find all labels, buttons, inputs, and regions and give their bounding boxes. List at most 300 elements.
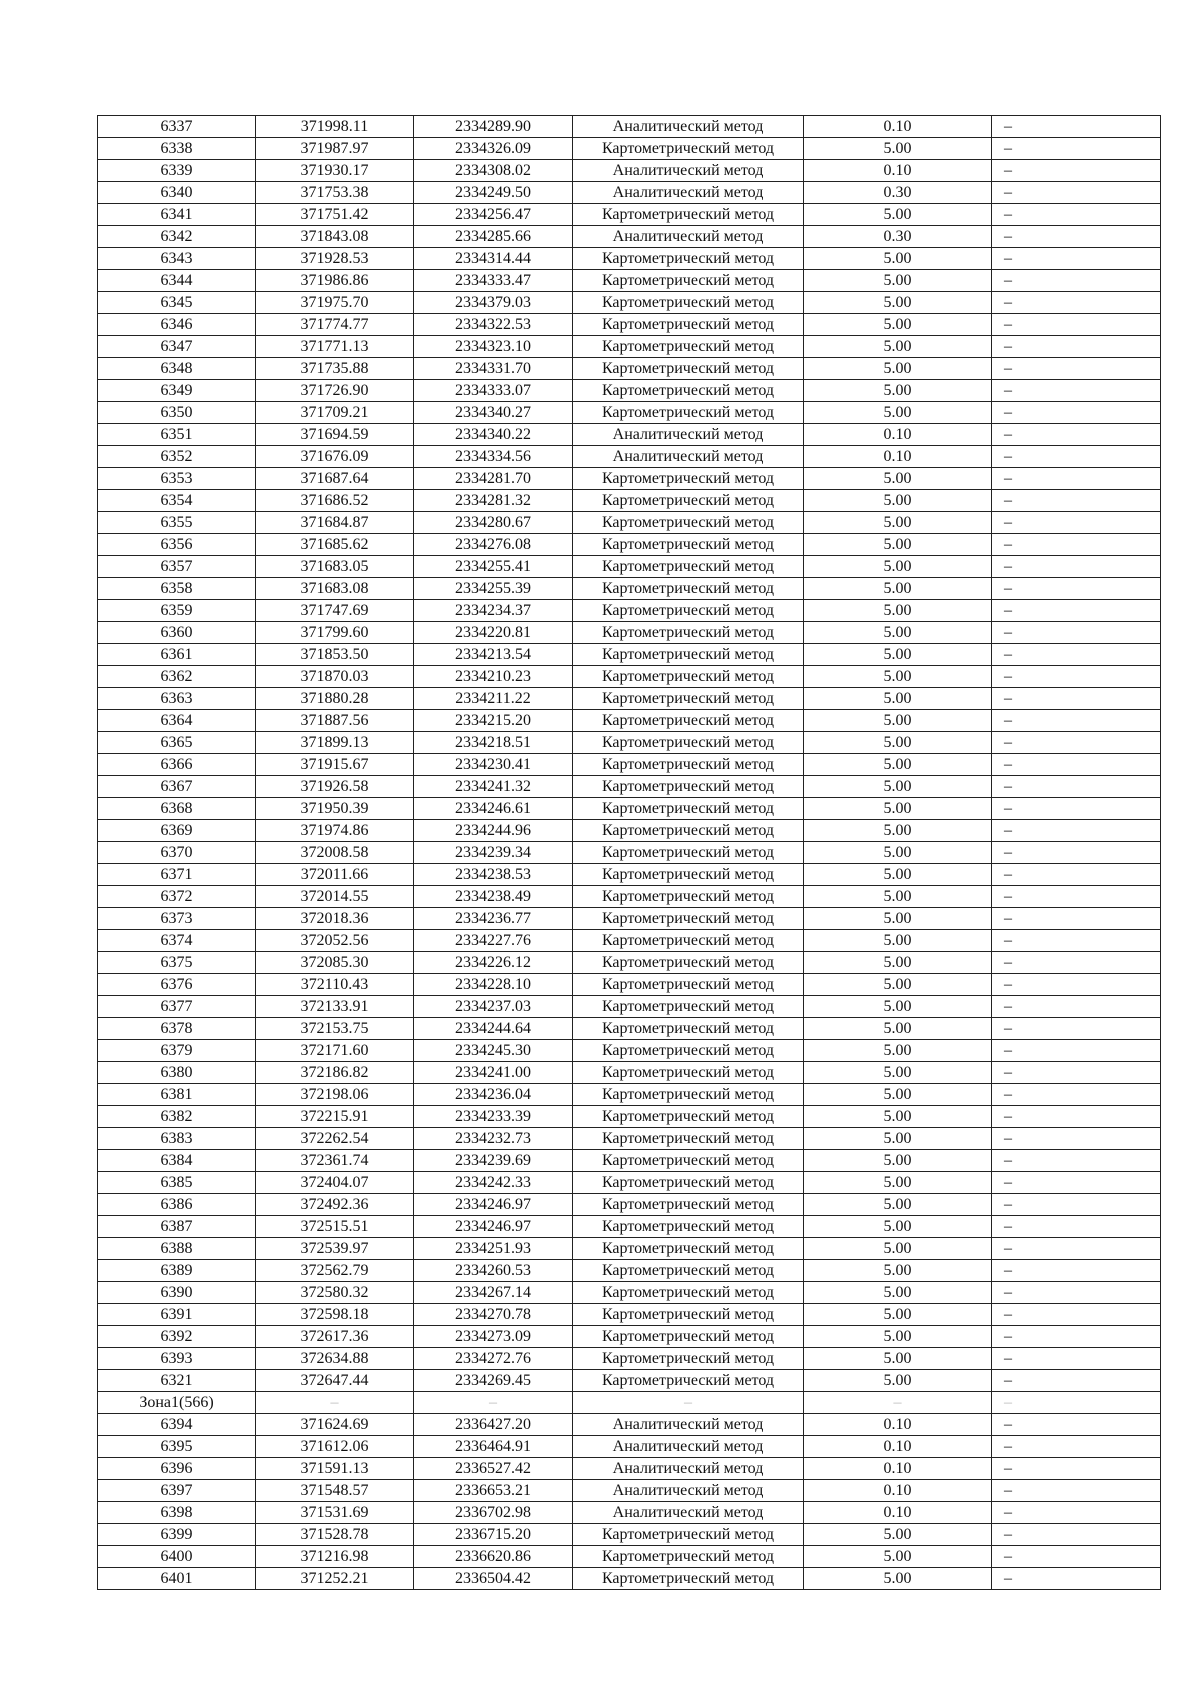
accuracy-cell: 0.10: [804, 1458, 992, 1480]
y-coordinate-cell: 2334285.66: [414, 226, 573, 248]
note-cell: –: [992, 1348, 1161, 1370]
x-coordinate-cell: 372215.91: [256, 1106, 414, 1128]
y-coordinate-cell: 2334249.50: [414, 182, 573, 204]
table-row: [98, 1304, 1161, 1326]
accuracy-cell: 5.00: [804, 578, 992, 600]
x-coordinate-cell: 371887.56: [256, 710, 414, 732]
point-number-cell: 6340: [98, 182, 256, 204]
method-cell: Картометрический метод: [573, 534, 804, 556]
note-cell: –: [992, 1260, 1161, 1282]
y-coordinate-cell: 2336427.20: [414, 1414, 573, 1436]
table-row: [98, 732, 1161, 754]
point-number-cell: 6379: [98, 1040, 256, 1062]
accuracy-cell: 5.00: [804, 754, 992, 776]
x-coordinate-cell: 371926.58: [256, 776, 414, 798]
accuracy-cell: 5.00: [804, 314, 992, 336]
x-coordinate-cell: 371528.78: [256, 1524, 414, 1546]
note-cell: –: [992, 1062, 1161, 1084]
table-row: [98, 952, 1161, 974]
y-coordinate-cell: 2334236.04: [414, 1084, 573, 1106]
table-row: [98, 688, 1161, 710]
point-number-cell: 6348: [98, 358, 256, 380]
x-coordinate-cell: 371694.59: [256, 424, 414, 446]
table-row: [98, 1348, 1161, 1370]
method-cell: Аналитический метод: [573, 1502, 804, 1524]
note-cell: –: [992, 732, 1161, 754]
y-coordinate-cell: 2334241.00: [414, 1062, 573, 1084]
x-coordinate-cell: 372361.74: [256, 1150, 414, 1172]
table-row: [98, 996, 1161, 1018]
note-cell: –: [992, 776, 1161, 798]
note-cell: –: [992, 468, 1161, 490]
accuracy-cell: 5.00: [804, 1106, 992, 1128]
point-number-cell: 6368: [98, 798, 256, 820]
point-number-cell: 6354: [98, 490, 256, 512]
table-row: [98, 1172, 1161, 1194]
accuracy-cell: 5.00: [804, 952, 992, 974]
point-number-cell: 6398: [98, 1502, 256, 1524]
y-coordinate-cell: 2334242.33: [414, 1172, 573, 1194]
method-cell: Картометрический метод: [573, 798, 804, 820]
note-cell: –: [992, 886, 1161, 908]
y-coordinate-cell: 2334234.37: [414, 600, 573, 622]
x-coordinate-cell: 371974.86: [256, 820, 414, 842]
x-coordinate-cell: 372515.51: [256, 1216, 414, 1238]
table-row: [98, 1502, 1161, 1524]
point-number-cell: 6370: [98, 842, 256, 864]
accuracy-cell: 5.00: [804, 402, 992, 424]
x-coordinate-cell: 371928.53: [256, 248, 414, 270]
x-coordinate-cell: 372085.30: [256, 952, 414, 974]
note-cell: –: [992, 820, 1161, 842]
point-number-cell: 6377: [98, 996, 256, 1018]
accuracy-cell: –: [804, 1392, 992, 1414]
table-row: [98, 116, 1161, 138]
point-number-cell: 6350: [98, 402, 256, 424]
y-coordinate-cell: 2334308.02: [414, 160, 573, 182]
point-number-cell: Зона1(566): [98, 1392, 256, 1414]
y-coordinate-cell: 2336653.21: [414, 1480, 573, 1502]
x-coordinate-cell: 372617.36: [256, 1326, 414, 1348]
point-number-cell: 6397: [98, 1480, 256, 1502]
method-cell: Картометрический метод: [573, 556, 804, 578]
y-coordinate-cell: 2336702.98: [414, 1502, 573, 1524]
method-cell: Аналитический метод: [573, 116, 804, 138]
accuracy-cell: 5.00: [804, 600, 992, 622]
accuracy-cell: 0.30: [804, 182, 992, 204]
x-coordinate-cell: 372634.88: [256, 1348, 414, 1370]
x-coordinate-cell: 371998.11: [256, 116, 414, 138]
accuracy-cell: 5.00: [804, 292, 992, 314]
method-cell: Картометрический метод: [573, 1524, 804, 1546]
table-row: [98, 798, 1161, 820]
x-coordinate-cell: 371870.03: [256, 666, 414, 688]
note-cell: –: [992, 248, 1161, 270]
method-cell: Картометрический метод: [573, 358, 804, 380]
table-row: [98, 1238, 1161, 1260]
note-cell: –: [992, 798, 1161, 820]
y-coordinate-cell: 2334239.34: [414, 842, 573, 864]
y-coordinate-cell: 2334322.53: [414, 314, 573, 336]
table-row: [98, 314, 1161, 336]
point-number-cell: 6338: [98, 138, 256, 160]
point-number-cell: 6343: [98, 248, 256, 270]
table-row: [98, 1524, 1161, 1546]
method-cell: Картометрический метод: [573, 1304, 804, 1326]
y-coordinate-cell: 2334233.39: [414, 1106, 573, 1128]
y-coordinate-cell: 2334269.45: [414, 1370, 573, 1392]
method-cell: Картометрический метод: [573, 402, 804, 424]
note-cell: –: [992, 600, 1161, 622]
x-coordinate-cell: 372539.97: [256, 1238, 414, 1260]
note-cell: –: [992, 710, 1161, 732]
y-coordinate-cell: 2334246.61: [414, 798, 573, 820]
y-coordinate-cell: 2334281.32: [414, 490, 573, 512]
method-cell: Картометрический метод: [573, 336, 804, 358]
point-number-cell: 6390: [98, 1282, 256, 1304]
table-row: [98, 1106, 1161, 1128]
point-number-cell: 6367: [98, 776, 256, 798]
method-cell: Картометрический метод: [573, 908, 804, 930]
table-row: [98, 776, 1161, 798]
coordinates-table: [97, 115, 1161, 1590]
x-coordinate-cell: 371747.69: [256, 600, 414, 622]
table-row: [98, 710, 1161, 732]
table-row: [98, 1260, 1161, 1282]
point-number-cell: 6386: [98, 1194, 256, 1216]
y-coordinate-cell: 2334270.78: [414, 1304, 573, 1326]
x-coordinate-cell: 371930.17: [256, 160, 414, 182]
point-number-cell: 6346: [98, 314, 256, 336]
y-coordinate-cell: 2334213.54: [414, 644, 573, 666]
note-cell: –: [992, 1458, 1161, 1480]
accuracy-cell: 5.00: [804, 1238, 992, 1260]
y-coordinate-cell: 2334246.97: [414, 1216, 573, 1238]
method-cell: Картометрический метод: [573, 1568, 804, 1590]
table-row: [98, 424, 1161, 446]
table-row: [98, 248, 1161, 270]
method-cell: Картометрический метод: [573, 710, 804, 732]
table-row: [98, 886, 1161, 908]
x-coordinate-cell: 371252.21: [256, 1568, 414, 1590]
point-number-cell: 6339: [98, 160, 256, 182]
y-coordinate-cell: 2334251.93: [414, 1238, 573, 1260]
method-cell: Картометрический метод: [573, 292, 804, 314]
x-coordinate-cell: 372171.60: [256, 1040, 414, 1062]
method-cell: –: [573, 1392, 804, 1414]
x-coordinate-cell: 371216.98: [256, 1546, 414, 1568]
note-cell: –: [992, 1150, 1161, 1172]
accuracy-cell: 5.00: [804, 534, 992, 556]
accuracy-cell: 5.00: [804, 1040, 992, 1062]
method-cell: Картометрический метод: [573, 1260, 804, 1282]
note-cell: –: [992, 1414, 1161, 1436]
y-coordinate-cell: 2334246.97: [414, 1194, 573, 1216]
accuracy-cell: 5.00: [804, 644, 992, 666]
y-coordinate-cell: 2334218.51: [414, 732, 573, 754]
accuracy-cell: 5.00: [804, 1370, 992, 1392]
table-row: [98, 138, 1161, 160]
point-number-cell: 6373: [98, 908, 256, 930]
accuracy-cell: 0.10: [804, 1502, 992, 1524]
accuracy-cell: 5.00: [804, 886, 992, 908]
y-coordinate-cell: 2334314.44: [414, 248, 573, 270]
point-number-cell: 6355: [98, 512, 256, 534]
y-coordinate-cell: 2334239.69: [414, 1150, 573, 1172]
accuracy-cell: 5.00: [804, 204, 992, 226]
accuracy-cell: 5.00: [804, 1018, 992, 1040]
point-number-cell: 6378: [98, 1018, 256, 1040]
accuracy-cell: 5.00: [804, 930, 992, 952]
point-number-cell: 6400: [98, 1546, 256, 1568]
note-cell: –: [992, 1040, 1161, 1062]
table-row: [98, 1084, 1161, 1106]
x-coordinate-cell: 371687.64: [256, 468, 414, 490]
method-cell: Картометрический метод: [573, 754, 804, 776]
accuracy-cell: 5.00: [804, 908, 992, 930]
x-coordinate-cell: 371975.70: [256, 292, 414, 314]
table-row: [98, 666, 1161, 688]
accuracy-cell: 0.10: [804, 160, 992, 182]
x-coordinate-cell: 371853.50: [256, 644, 414, 666]
point-number-cell: 6349: [98, 380, 256, 402]
point-number-cell: 6365: [98, 732, 256, 754]
x-coordinate-cell: 371987.97: [256, 138, 414, 160]
x-coordinate-cell: 371735.88: [256, 358, 414, 380]
accuracy-cell: 5.00: [804, 336, 992, 358]
method-cell: Картометрический метод: [573, 1128, 804, 1150]
x-coordinate-cell: 372018.36: [256, 908, 414, 930]
coordinates-table-body: [98, 116, 1161, 1590]
point-number-cell: 6341: [98, 204, 256, 226]
x-coordinate-cell: 371624.69: [256, 1414, 414, 1436]
accuracy-cell: 5.00: [804, 798, 992, 820]
note-cell: –: [992, 1128, 1161, 1150]
note-cell: –: [992, 446, 1161, 468]
x-coordinate-cell: 372647.44: [256, 1370, 414, 1392]
point-number-cell: 6344: [98, 270, 256, 292]
table-row: [98, 754, 1161, 776]
y-coordinate-cell: 2334255.39: [414, 578, 573, 600]
method-cell: Картометрический метод: [573, 1018, 804, 1040]
y-coordinate-cell: 2334256.47: [414, 204, 573, 226]
method-cell: Картометрический метод: [573, 1326, 804, 1348]
y-coordinate-cell: 2334230.41: [414, 754, 573, 776]
x-coordinate-cell: 371843.08: [256, 226, 414, 248]
method-cell: Картометрический метод: [573, 248, 804, 270]
note-cell: –: [992, 644, 1161, 666]
table-row: [98, 1128, 1161, 1150]
accuracy-cell: 5.00: [804, 622, 992, 644]
x-coordinate-cell: 371726.90: [256, 380, 414, 402]
x-coordinate-cell: 371686.52: [256, 490, 414, 512]
table-row: [98, 864, 1161, 886]
method-cell: Картометрический метод: [573, 314, 804, 336]
x-coordinate-cell: 372598.18: [256, 1304, 414, 1326]
y-coordinate-cell: 2334215.20: [414, 710, 573, 732]
table-row: [98, 534, 1161, 556]
accuracy-cell: 5.00: [804, 1194, 992, 1216]
table-row: [98, 270, 1161, 292]
table-row: [98, 1414, 1161, 1436]
method-cell: Картометрический метод: [573, 468, 804, 490]
note-cell: –: [992, 270, 1161, 292]
y-coordinate-cell: 2334211.22: [414, 688, 573, 710]
point-number-cell: 6360: [98, 622, 256, 644]
accuracy-cell: 0.10: [804, 1414, 992, 1436]
point-number-cell: 6351: [98, 424, 256, 446]
accuracy-cell: 5.00: [804, 270, 992, 292]
table-row: [98, 1436, 1161, 1458]
method-cell: Картометрический метод: [573, 886, 804, 908]
accuracy-cell: 5.00: [804, 358, 992, 380]
method-cell: Картометрический метод: [573, 600, 804, 622]
point-number-cell: 6387: [98, 1216, 256, 1238]
x-coordinate-cell: 371676.09: [256, 446, 414, 468]
method-cell: Картометрический метод: [573, 996, 804, 1018]
y-coordinate-cell: 2334220.81: [414, 622, 573, 644]
table-row: [98, 226, 1161, 248]
method-cell: Аналитический метод: [573, 182, 804, 204]
note-cell: –: [992, 226, 1161, 248]
y-coordinate-cell: 2334260.53: [414, 1260, 573, 1282]
y-coordinate-cell: 2334273.09: [414, 1326, 573, 1348]
x-coordinate-cell: 371683.08: [256, 578, 414, 600]
accuracy-cell: 5.00: [804, 1568, 992, 1590]
x-coordinate-cell: 371880.28: [256, 688, 414, 710]
accuracy-cell: 5.00: [804, 1304, 992, 1326]
x-coordinate-cell: 371591.13: [256, 1458, 414, 1480]
y-coordinate-cell: 2334238.49: [414, 886, 573, 908]
method-cell: Картометрический метод: [573, 732, 804, 754]
note-cell: –: [992, 1568, 1161, 1590]
y-coordinate-cell: 2334333.47: [414, 270, 573, 292]
table-row: [98, 820, 1161, 842]
accuracy-cell: 0.10: [804, 1480, 992, 1502]
x-coordinate-cell: 372110.43: [256, 974, 414, 996]
x-coordinate-cell: 371771.13: [256, 336, 414, 358]
table-row: [98, 512, 1161, 534]
point-number-cell: 6352: [98, 446, 256, 468]
note-cell: –: [992, 380, 1161, 402]
method-cell: Картометрический метод: [573, 666, 804, 688]
note-cell: –: [992, 1370, 1161, 1392]
y-coordinate-cell: 2334244.64: [414, 1018, 573, 1040]
note-cell: –: [992, 1436, 1161, 1458]
note-cell: –: [992, 314, 1161, 336]
y-coordinate-cell: 2334340.22: [414, 424, 573, 446]
accuracy-cell: 5.00: [804, 1282, 992, 1304]
method-cell: Картометрический метод: [573, 1106, 804, 1128]
note-cell: –: [992, 930, 1161, 952]
note-cell: –: [992, 666, 1161, 688]
accuracy-cell: 5.00: [804, 996, 992, 1018]
note-cell: –: [992, 864, 1161, 886]
note-cell: –: [992, 1304, 1161, 1326]
note-cell: –: [992, 974, 1161, 996]
table-row: [98, 1150, 1161, 1172]
y-coordinate-cell: 2334334.56: [414, 446, 573, 468]
method-cell: Картометрический метод: [573, 1546, 804, 1568]
note-cell: –: [992, 424, 1161, 446]
note-cell: –: [992, 688, 1161, 710]
point-number-cell: 6363: [98, 688, 256, 710]
accuracy-cell: 0.10: [804, 446, 992, 468]
method-cell: Картометрический метод: [573, 952, 804, 974]
x-coordinate-cell: 371548.57: [256, 1480, 414, 1502]
point-number-cell: 6353: [98, 468, 256, 490]
accuracy-cell: 5.00: [804, 1084, 992, 1106]
method-cell: Аналитический метод: [573, 1436, 804, 1458]
note-cell: –: [992, 1238, 1161, 1260]
method-cell: Аналитический метод: [573, 160, 804, 182]
accuracy-cell: 5.00: [804, 248, 992, 270]
note-cell: –: [992, 182, 1161, 204]
y-coordinate-cell: 2334267.14: [414, 1282, 573, 1304]
note-cell: –: [992, 512, 1161, 534]
accuracy-cell: 0.30: [804, 226, 992, 248]
x-coordinate-cell: 372492.36: [256, 1194, 414, 1216]
y-coordinate-cell: 2334232.73: [414, 1128, 573, 1150]
note-cell: –: [992, 336, 1161, 358]
y-coordinate-cell: 2336620.86: [414, 1546, 573, 1568]
note-cell: –: [992, 1018, 1161, 1040]
y-coordinate-cell: 2336464.91: [414, 1436, 573, 1458]
x-coordinate-cell: 371684.87: [256, 512, 414, 534]
accuracy-cell: 5.00: [804, 1260, 992, 1282]
accuracy-cell: 5.00: [804, 710, 992, 732]
accuracy-cell: 5.00: [804, 688, 992, 710]
table-row: [98, 930, 1161, 952]
table-row: [98, 556, 1161, 578]
method-cell: Картометрический метод: [573, 1172, 804, 1194]
x-coordinate-cell: 372186.82: [256, 1062, 414, 1084]
point-number-cell: 6393: [98, 1348, 256, 1370]
point-number-cell: 6345: [98, 292, 256, 314]
point-number-cell: 6375: [98, 952, 256, 974]
method-cell: Аналитический метод: [573, 226, 804, 248]
x-coordinate-cell: 372011.66: [256, 864, 414, 886]
table-row: [98, 1216, 1161, 1238]
note-cell: –: [992, 1502, 1161, 1524]
point-number-cell: 6401: [98, 1568, 256, 1590]
table-row: [98, 974, 1161, 996]
x-coordinate-cell: 371799.60: [256, 622, 414, 644]
note-cell: –: [992, 842, 1161, 864]
point-number-cell: 6358: [98, 578, 256, 600]
table-row: [98, 358, 1161, 380]
note-cell: –: [992, 1524, 1161, 1546]
table-row: [98, 468, 1161, 490]
y-coordinate-cell: 2334379.03: [414, 292, 573, 314]
method-cell: Картометрический метод: [573, 490, 804, 512]
point-number-cell: 6362: [98, 666, 256, 688]
method-cell: Картометрический метод: [573, 1084, 804, 1106]
table-row: [98, 1194, 1161, 1216]
accuracy-cell: 5.00: [804, 842, 992, 864]
point-number-cell: 6381: [98, 1084, 256, 1106]
method-cell: Картометрический метод: [573, 930, 804, 952]
accuracy-cell: 5.00: [804, 380, 992, 402]
method-cell: Картометрический метод: [573, 578, 804, 600]
point-number-cell: 6380: [98, 1062, 256, 1084]
accuracy-cell: 5.00: [804, 1062, 992, 1084]
point-number-cell: 6366: [98, 754, 256, 776]
table-row: [98, 578, 1161, 600]
table-row: [98, 1282, 1161, 1304]
point-number-cell: 6361: [98, 644, 256, 666]
x-coordinate-cell: 372562.79: [256, 1260, 414, 1282]
